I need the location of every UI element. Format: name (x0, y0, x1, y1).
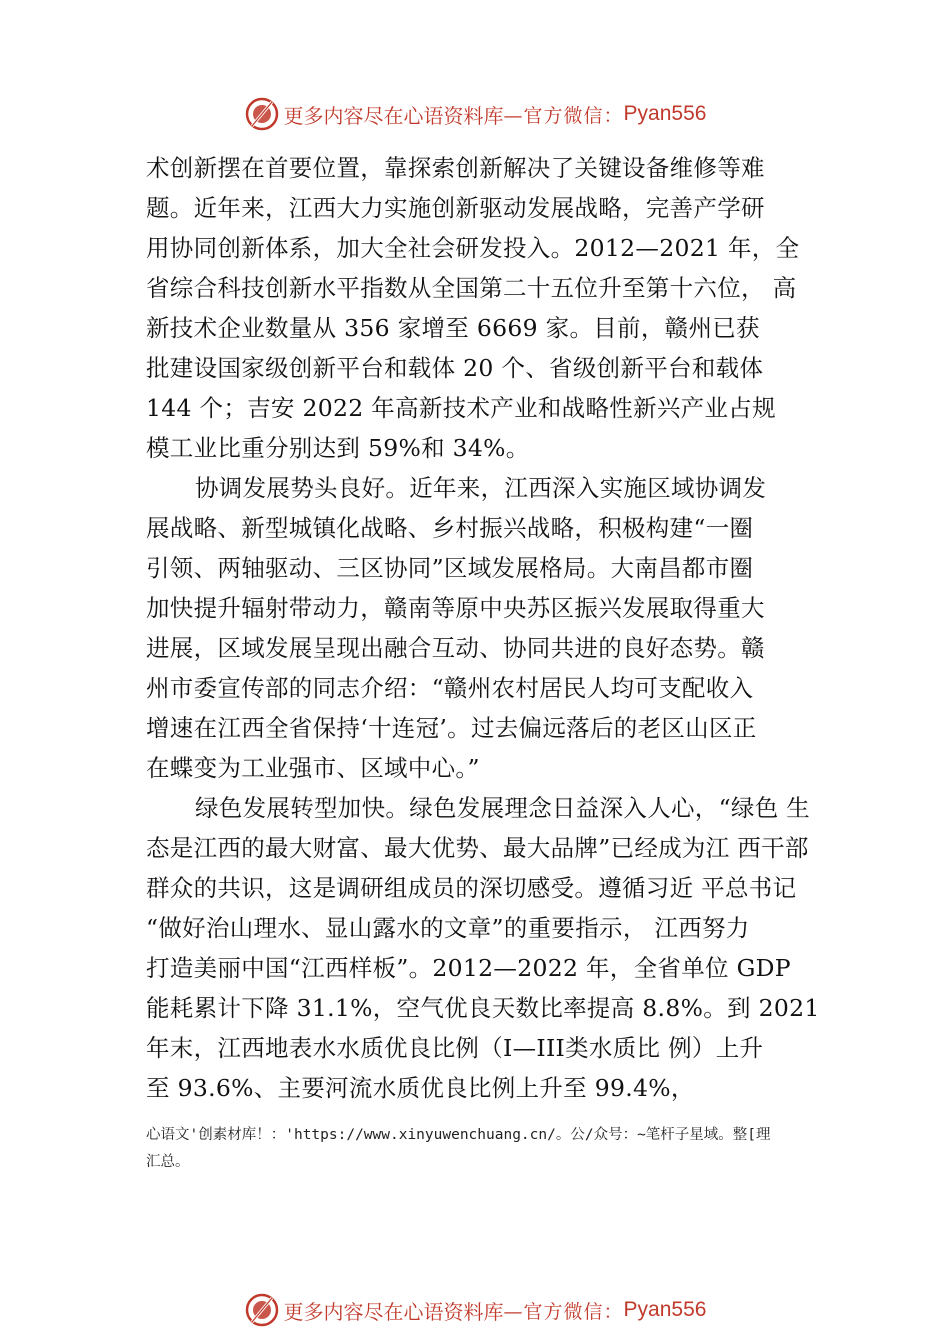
body-line: 增速在江西全省保持‘十连冠’。过去偏远落后的老区山区正 (146, 714, 757, 742)
body-line: 打造美丽中国“江西样板”。2012—2022 年，全省单位 GDP (146, 954, 791, 982)
body-line: 引领、两轴驱动、三区协同”区域发展格局。大南昌都市圈 (146, 554, 754, 582)
body-line: 用协同创新体系，加大全社会研发投入。2012—2021 年，全 (146, 234, 800, 262)
footnote-line: 心语文'创素材库！：'https://www.xinyuwenchuang.cn/。公/众号：~笔杆子星域。整[理 (146, 1127, 771, 1143)
body-line: 年末，江西地表水水质优良比例（Ⅰ—III类水质比 例）上升 (146, 1034, 764, 1062)
body-line: 批建设国家级创新平台和载体 20 个、省级创新平台和载体 (146, 354, 764, 382)
body-line: 能耗累计下降 31.1%，空气优良天数比率提高 8.8%。到 2021 (146, 994, 820, 1022)
body-line: 新技术企业数量从 356 家增至 6669 家。目前，赣州已获 (146, 314, 760, 342)
body-line: 进展，区域发展呈现出融合互动、协同共进的良好态势。赣 (146, 634, 765, 662)
footnote-line: 汇总。 (146, 1154, 190, 1170)
body-line: 展战略、新型城镇化战略、乡村振兴战略，积极构建“一圈 (146, 514, 754, 542)
pen-logo-icon (244, 1292, 280, 1328)
body-line: 在蝶变为工业强市、区域中心。” (146, 754, 480, 782)
body-line: 态是江西的最大财富、最大优势、最大品牌”已经成为江 西干部 (146, 834, 809, 862)
header-subtitle: —官方微信： (503, 104, 624, 127)
body-line: 州市委宣传部的同志介绍：“赣州农村居民人均可支配收入 (146, 674, 754, 702)
body-line: 术创新摆在首要位置，靠探索创新解决了关键设备维修等难 (146, 154, 765, 182)
body-line: 144 个；吉安 2022 年高新技术产业和战略性新兴产业占规 (146, 394, 776, 422)
body-line: 省综合科技创新水平指数从全国第二十五位升至第十六位， 高 (146, 274, 797, 302)
body-line: 加快提升辐射带动力，赣南等原中央苏区振兴发展取得重大 (146, 594, 765, 622)
paragraph-start-line: 协调发展势头良好。近年来，江西深入实施区域协调发 (195, 474, 767, 502)
article-body (146, 148, 836, 1108)
source-footnote (146, 1122, 836, 1176)
footer-subtitle: —官方微信： (503, 1300, 624, 1323)
header-wechat-id: Pyan556 (623, 102, 707, 125)
body-line: 至 93.6%、主要河流水质优良比例上升至 99.4%， (146, 1074, 695, 1102)
header-title: 更多内容尽在心语资料库 (283, 103, 504, 128)
footer-banner (0, 1290, 950, 1330)
pen-logo-icon (244, 96, 280, 132)
body-line: 模工业比重分别达到 59%和 34%。 (146, 434, 530, 462)
footer-title: 更多内容尽在心语资料库 (283, 1299, 504, 1324)
body-line: 群众的共识，这是调研组成员的深切感受。遵循习近 平总书记 (146, 874, 797, 902)
body-line: 题。近年来，江西大力实施创新驱动发展战略，完善产学研 (146, 194, 765, 222)
header-banner (0, 94, 950, 134)
paragraph-start-line: 绿色发展转型加快。绿色发展理念日益深入人心，“绿色 生 (195, 794, 811, 822)
body-line: “做好治山理水、显山露水的文章”的重要指示， 江西努力 (146, 914, 750, 942)
footer-wechat-id: Pyan556 (623, 1298, 707, 1321)
